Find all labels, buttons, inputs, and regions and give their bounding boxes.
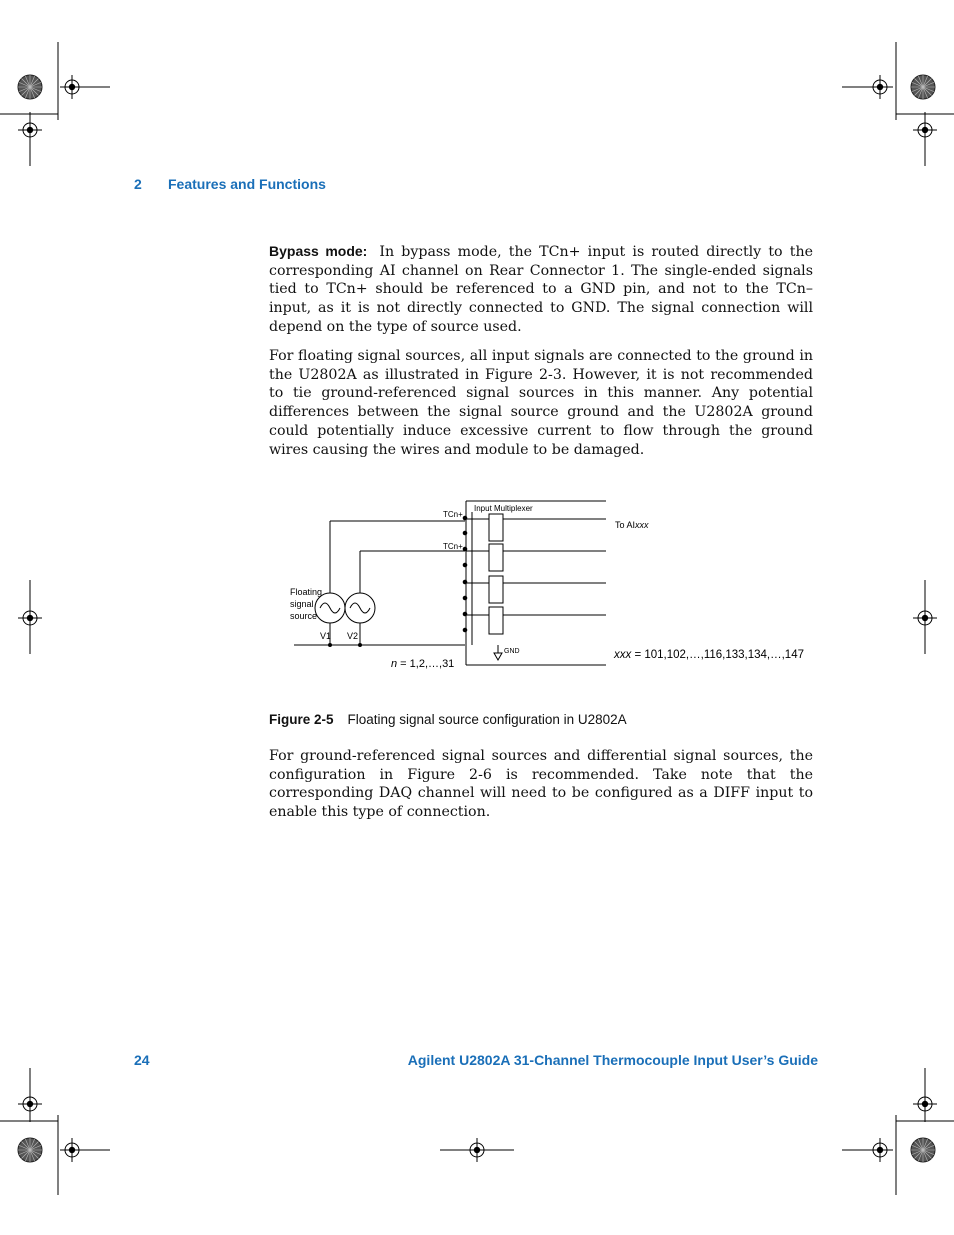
running-header	[134, 176, 326, 192]
source-label-line1: Floating	[290, 587, 323, 597]
ground-referenced-paragraph: For ground-referenced signal sources and differential signal sources, the configuration in Figure 2-6 is recommended. Take note that the corresponding DAQ channel will need to be configured as a DIFF input to enable this type of connection.	[269, 748, 813, 821]
v1-label: V1	[320, 631, 332, 641]
document-title: Agilent U2802A 31-Channel Thermocouple Input User’s Guide	[407, 1052, 818, 1068]
floating-signal-source-diagram	[269, 490, 809, 680]
figure-caption-text: Floating signal source configuration in U2802A	[347, 712, 627, 727]
bypass-mode-text: In bypass mode, the TCn+ input is routed directly to the corresponding AI channel on Rear Connector 1. The single-ended signals tied to TCn+ should be referenced to a GND pin, and not to the TCn– input, as it is not directly connected to GND. The signal connection will depend on the type of source used.	[269, 244, 813, 335]
n-range-label	[391, 658, 454, 670]
figure-label: Figure 2-5	[269, 712, 334, 727]
source-label-line2: signal	[290, 599, 314, 609]
tc-plus-label-2: TCn+	[443, 542, 463, 551]
to-ai-label	[615, 520, 649, 530]
n-range: = 1,2,…,31	[397, 658, 455, 670]
bypass-mode-heading: Bypass mode:	[269, 243, 368, 259]
bypass-mode-paragraph	[269, 242, 813, 337]
multiplexer-label: Input Multiplexer	[474, 504, 533, 513]
n-var: n	[391, 658, 398, 670]
to-ai-text: To AI	[615, 520, 636, 530]
xxx-range-label	[613, 649, 804, 661]
tc-plus-label-1: TCn+	[443, 510, 463, 519]
figure-caption	[269, 712, 627, 727]
gnd-label: GND	[504, 648, 520, 655]
v2-label: V2	[347, 631, 359, 641]
xxx-var: xxx	[614, 649, 632, 661]
floating-sources-paragraph: For floating signal sources, all input signals are connected to the ground in the U2802A as illustrated in Figure 2-3. However, it is not recommended to tie ground-referenced signal sources in this manner. Any potential differences between the signal source ground and the U2802A ground could potentially induce excessive current to flow through the ground wires causing the wires and module to be damaged.	[269, 348, 813, 458]
chapter-number: 2	[134, 176, 142, 192]
xxx-range: = 101,102,…,116,133,134,…,147	[631, 649, 804, 661]
page-number: 24	[134, 1052, 150, 1068]
chapter-title: Features and Functions	[168, 176, 326, 192]
to-ai-var: xxx	[635, 520, 649, 530]
source-label-line3: source	[290, 611, 318, 621]
